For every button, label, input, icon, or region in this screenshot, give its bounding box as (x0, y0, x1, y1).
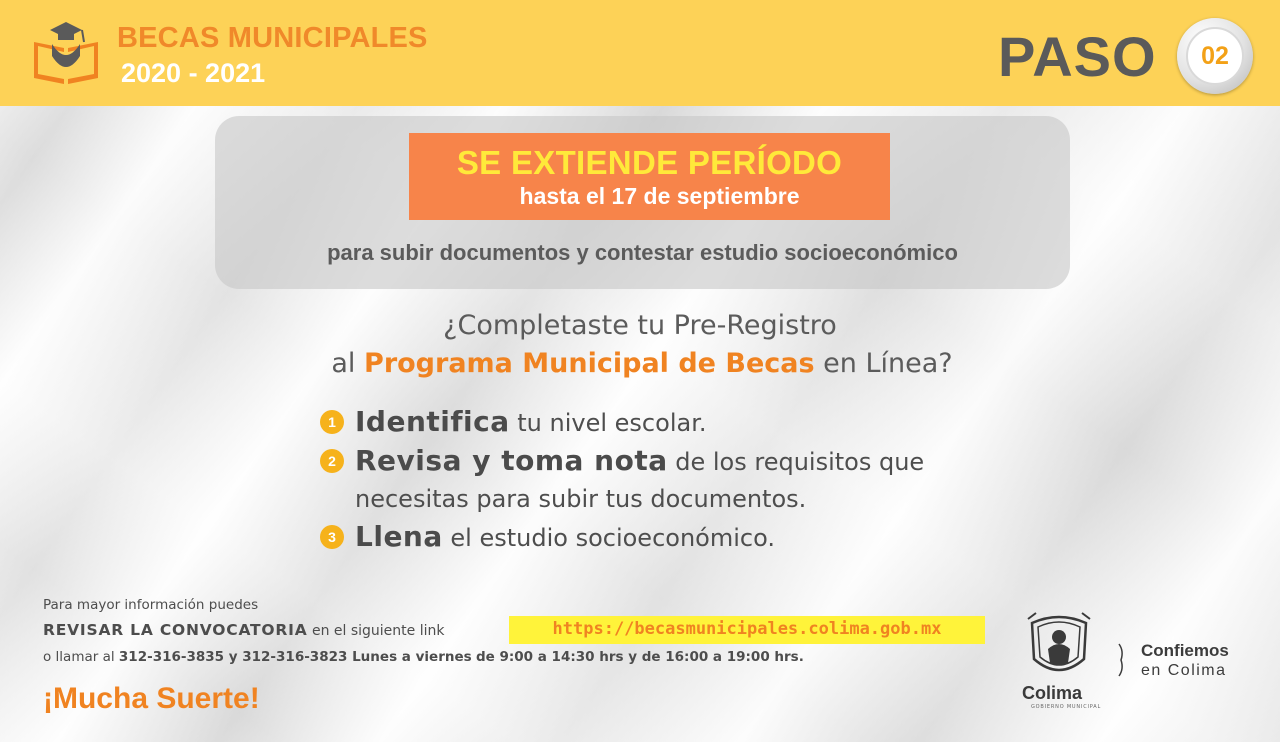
step-text: de los requisitos que necesitas para subir tus documentos. (355, 448, 925, 513)
step-text: tu nivel escolar. (509, 409, 707, 437)
step-number-badge: 2 (320, 449, 344, 473)
step-action: Identifica (355, 405, 510, 438)
program-name-highlight: Programa Municipal de Becas (364, 348, 815, 379)
step-badge (1177, 18, 1253, 94)
question-prefix: al (331, 348, 365, 379)
program-years: 2020 - 2021 (121, 58, 266, 88)
municipality-subtitle: GOBIERNO MUNICIPAL (1031, 704, 1102, 710)
program-title: BECAS MUNICIPALES (117, 22, 428, 54)
step-action: Llena (355, 520, 443, 553)
graduate-book-icon (28, 16, 104, 88)
municipality-name: Colima (1022, 683, 1083, 703)
good-luck-text: ¡Mucha Suerte! (43, 682, 260, 715)
step-number-badge: 1 (320, 410, 344, 434)
phone-numbers: 312-316-3835 y 312-316-3823 Lunes a viernes (118, 649, 472, 665)
question-line-1: ¿Completaste tu Pre-Registro (443, 310, 837, 341)
header-bar (0, 0, 1280, 106)
step-number: 02 (1186, 27, 1244, 85)
review-call-bold: REVISAR LA CONVOCATORIA (43, 621, 308, 639)
question-suffix: en Línea? (814, 348, 953, 379)
step-item (320, 442, 980, 518)
call-prefix: o llamar al (43, 649, 119, 665)
slogan-line-1: Confiemos (1141, 641, 1229, 660)
contact-text (43, 649, 804, 665)
website-link[interactable]: https://becasmunicipales.colima.gob.mx (552, 619, 942, 639)
extension-banner (409, 133, 890, 220)
step-item (320, 518, 1040, 557)
step-label: PASO (998, 25, 1157, 88)
office-hours: de 9:00 a 14:30 hrs y de 16:00 a 19:00 hrs. (475, 649, 804, 665)
website-link-highlight[interactable] (509, 616, 985, 644)
extension-deadline: hasta el 17 de septiembre (519, 183, 800, 209)
step-text: el estudio socioeconómico. (442, 524, 775, 552)
question-line-2 (0, 348, 1280, 379)
review-call-rest: en el siguiente link (307, 623, 445, 639)
step-action: Revisa y toma nota (355, 444, 668, 477)
notice-subtitle: para subir documentos y contestar estudio socioeconómico (327, 240, 958, 265)
review-call-text (43, 621, 444, 639)
bracket-icon (1117, 643, 1127, 677)
steps-list (320, 403, 1040, 557)
extension-headline: SE EXTIENDE PERÍODO (456, 144, 843, 181)
more-info-text: Para mayor información puedes (43, 597, 259, 613)
step-item (320, 403, 1040, 442)
colima-seal-icon (1024, 609, 1094, 684)
slogan-line-2: en Colima (1141, 662, 1227, 679)
step-number-badge: 3 (320, 525, 344, 549)
